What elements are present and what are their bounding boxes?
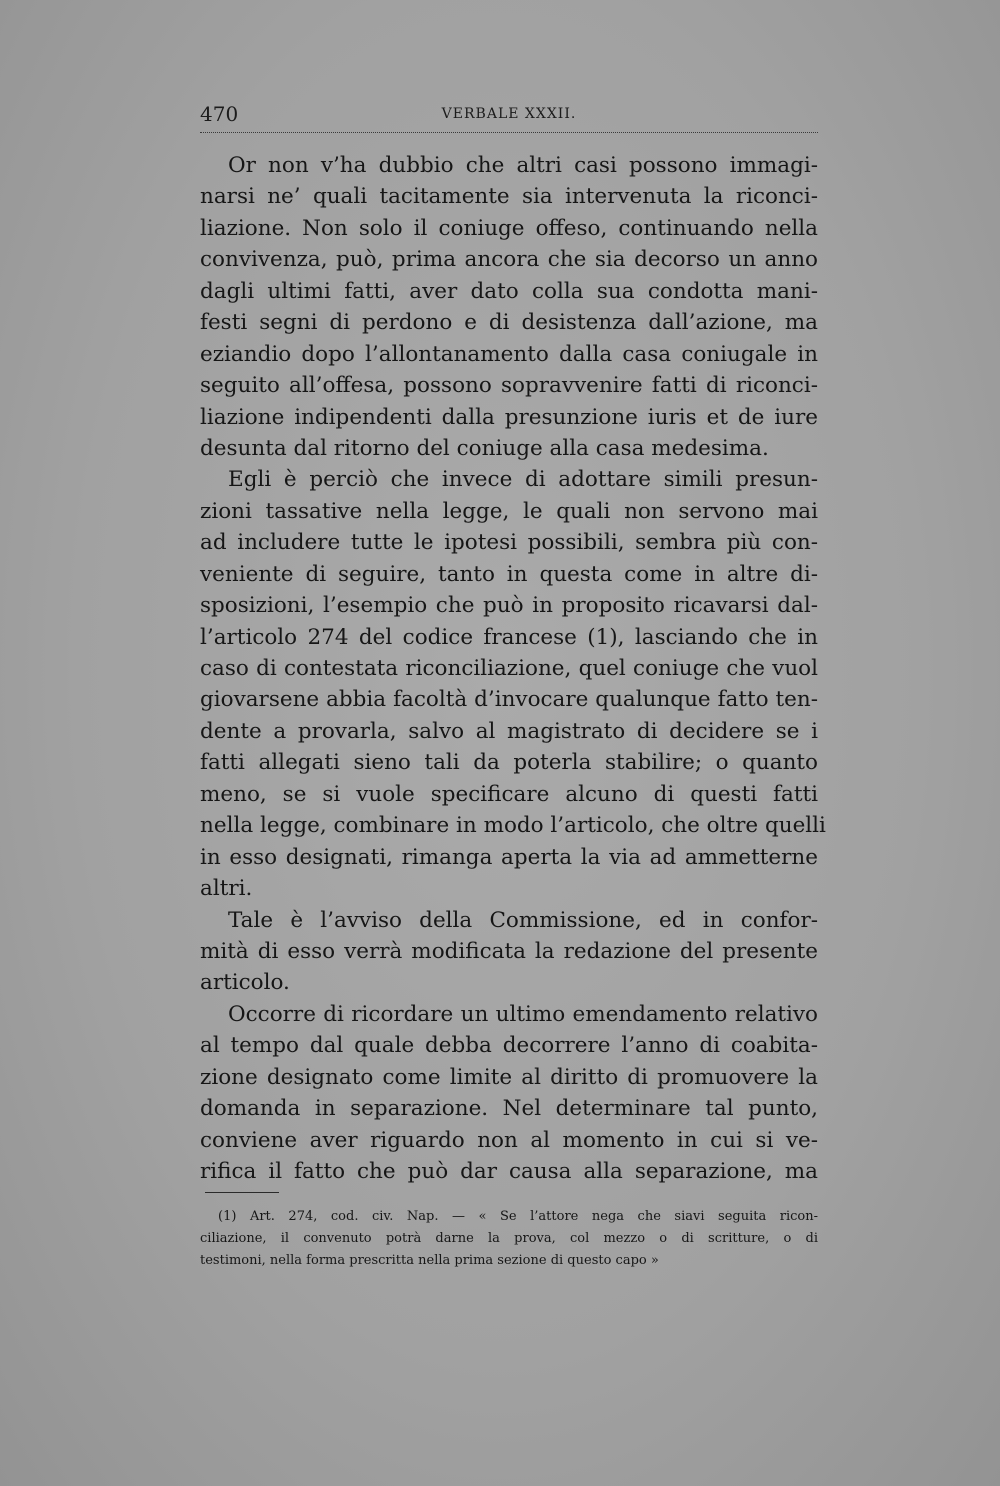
text-line: sposizioni, l’esempio che può in proposito ricavarsi dal-: [200, 593, 818, 619]
text-line: liazione. Non solo il coniuge offeso, continuando nella: [200, 215, 818, 241]
text-line: desunta dal ritorno del coniuge alla casa medesima.: [200, 435, 769, 461]
footnote-separator: [205, 1192, 279, 1193]
text-line: liazione indipendenti dalla presunzione iuris et de iure: [200, 404, 818, 430]
text-line: convivenza, può, prima ancora che sia decorso un anno: [200, 247, 818, 273]
text-line: l’articolo 274 del codice francese (1), lasciando che in: [200, 624, 818, 650]
text-line: giovarsene abbia facoltà d’invocare qualunque fatto ten-: [200, 687, 818, 713]
text-line: ad includere tutte le ipotesi possibili, sembra più con-: [200, 530, 818, 556]
text-line: zioni tassative nella legge, le quali non servono mai: [200, 498, 818, 524]
footnote-line: ciliazione, il convenuto potrà darne la prova, col mezzo o di scritture, o di: [200, 1231, 818, 1246]
text-line: Occorre di ricordare un ultimo emendamento relativo: [228, 1001, 818, 1027]
text-line: domanda in separazione. Nel determinare tal punto,: [200, 1096, 818, 1122]
text-line: caso di contestata riconciliazione, quel coniuge che vuol: [200, 656, 818, 681]
text-line: dente a provarla, salvo al magistrato di decidere se i: [200, 718, 818, 744]
text-line: altri.: [200, 876, 253, 902]
footnote-line: testimoni, nella forma prescritta nella prima sezione di questo capo »: [200, 1253, 659, 1268]
text-line: in esso designati, rimanga aperta la via ad ammetterne: [200, 844, 818, 870]
text-line: festi segni di perdono e di desistenza dall’azione, ma: [200, 310, 818, 336]
text-line: veniente di seguire, tanto in questa come in altre di-: [200, 561, 818, 587]
text-line: Tale è l’avviso della Commissione, ed in confor-: [228, 907, 818, 933]
body-text: [200, 150, 826, 1187]
text-line: articolo.: [200, 970, 290, 996]
text-line: meno, se si vuole specificare alcuno di questi fatti: [200, 781, 818, 807]
text-line: zione designato come limite al diritto di promuovere la: [200, 1064, 818, 1090]
text-line: dagli ultimi fatti, aver dato colla sua condotta mani-: [200, 278, 818, 304]
text-line: Or non v’ha dubbio che altri casi possono immagi-: [228, 153, 818, 178]
text-line: nella legge, combinare in modo l’articolo, che oltre quelli: [200, 813, 826, 839]
footnote-line: (1) Art. 274, cod. civ. Nap. — « Se l’attore nega che siavi seguita ricon-: [218, 1209, 818, 1224]
page-header: [200, 100, 818, 133]
text-line: Egli è perciò che invece di adottare simili presun-: [228, 467, 818, 493]
running-title: VERBALE XXXII.: [441, 106, 577, 122]
footnotes: [200, 1206, 818, 1272]
text-line: eziandio dopo l’allontanamento dalla casa coniugale in: [200, 341, 818, 367]
text-line: mità di esso verrà modificata la redazione del presente: [200, 938, 818, 964]
text-line: fatti allegati sieno tali da poterla stabilire; o quanto: [200, 750, 818, 776]
text-line: rifica il fatto che può dar causa alla separazione, ma: [200, 1159, 818, 1184]
page-number: 470: [200, 102, 239, 126]
text-line: narsi ne’ quali tacitamente sia intervenuta la riconci-: [200, 184, 818, 210]
text-line: conviene aver riguardo non al momento in cui si ve-: [200, 1127, 818, 1153]
text-line: seguito all’offesa, possono sopravvenire fatti di riconci-: [200, 373, 818, 399]
text-line: al tempo dal quale debba decorrere l’anno di coabita-: [200, 1033, 818, 1059]
